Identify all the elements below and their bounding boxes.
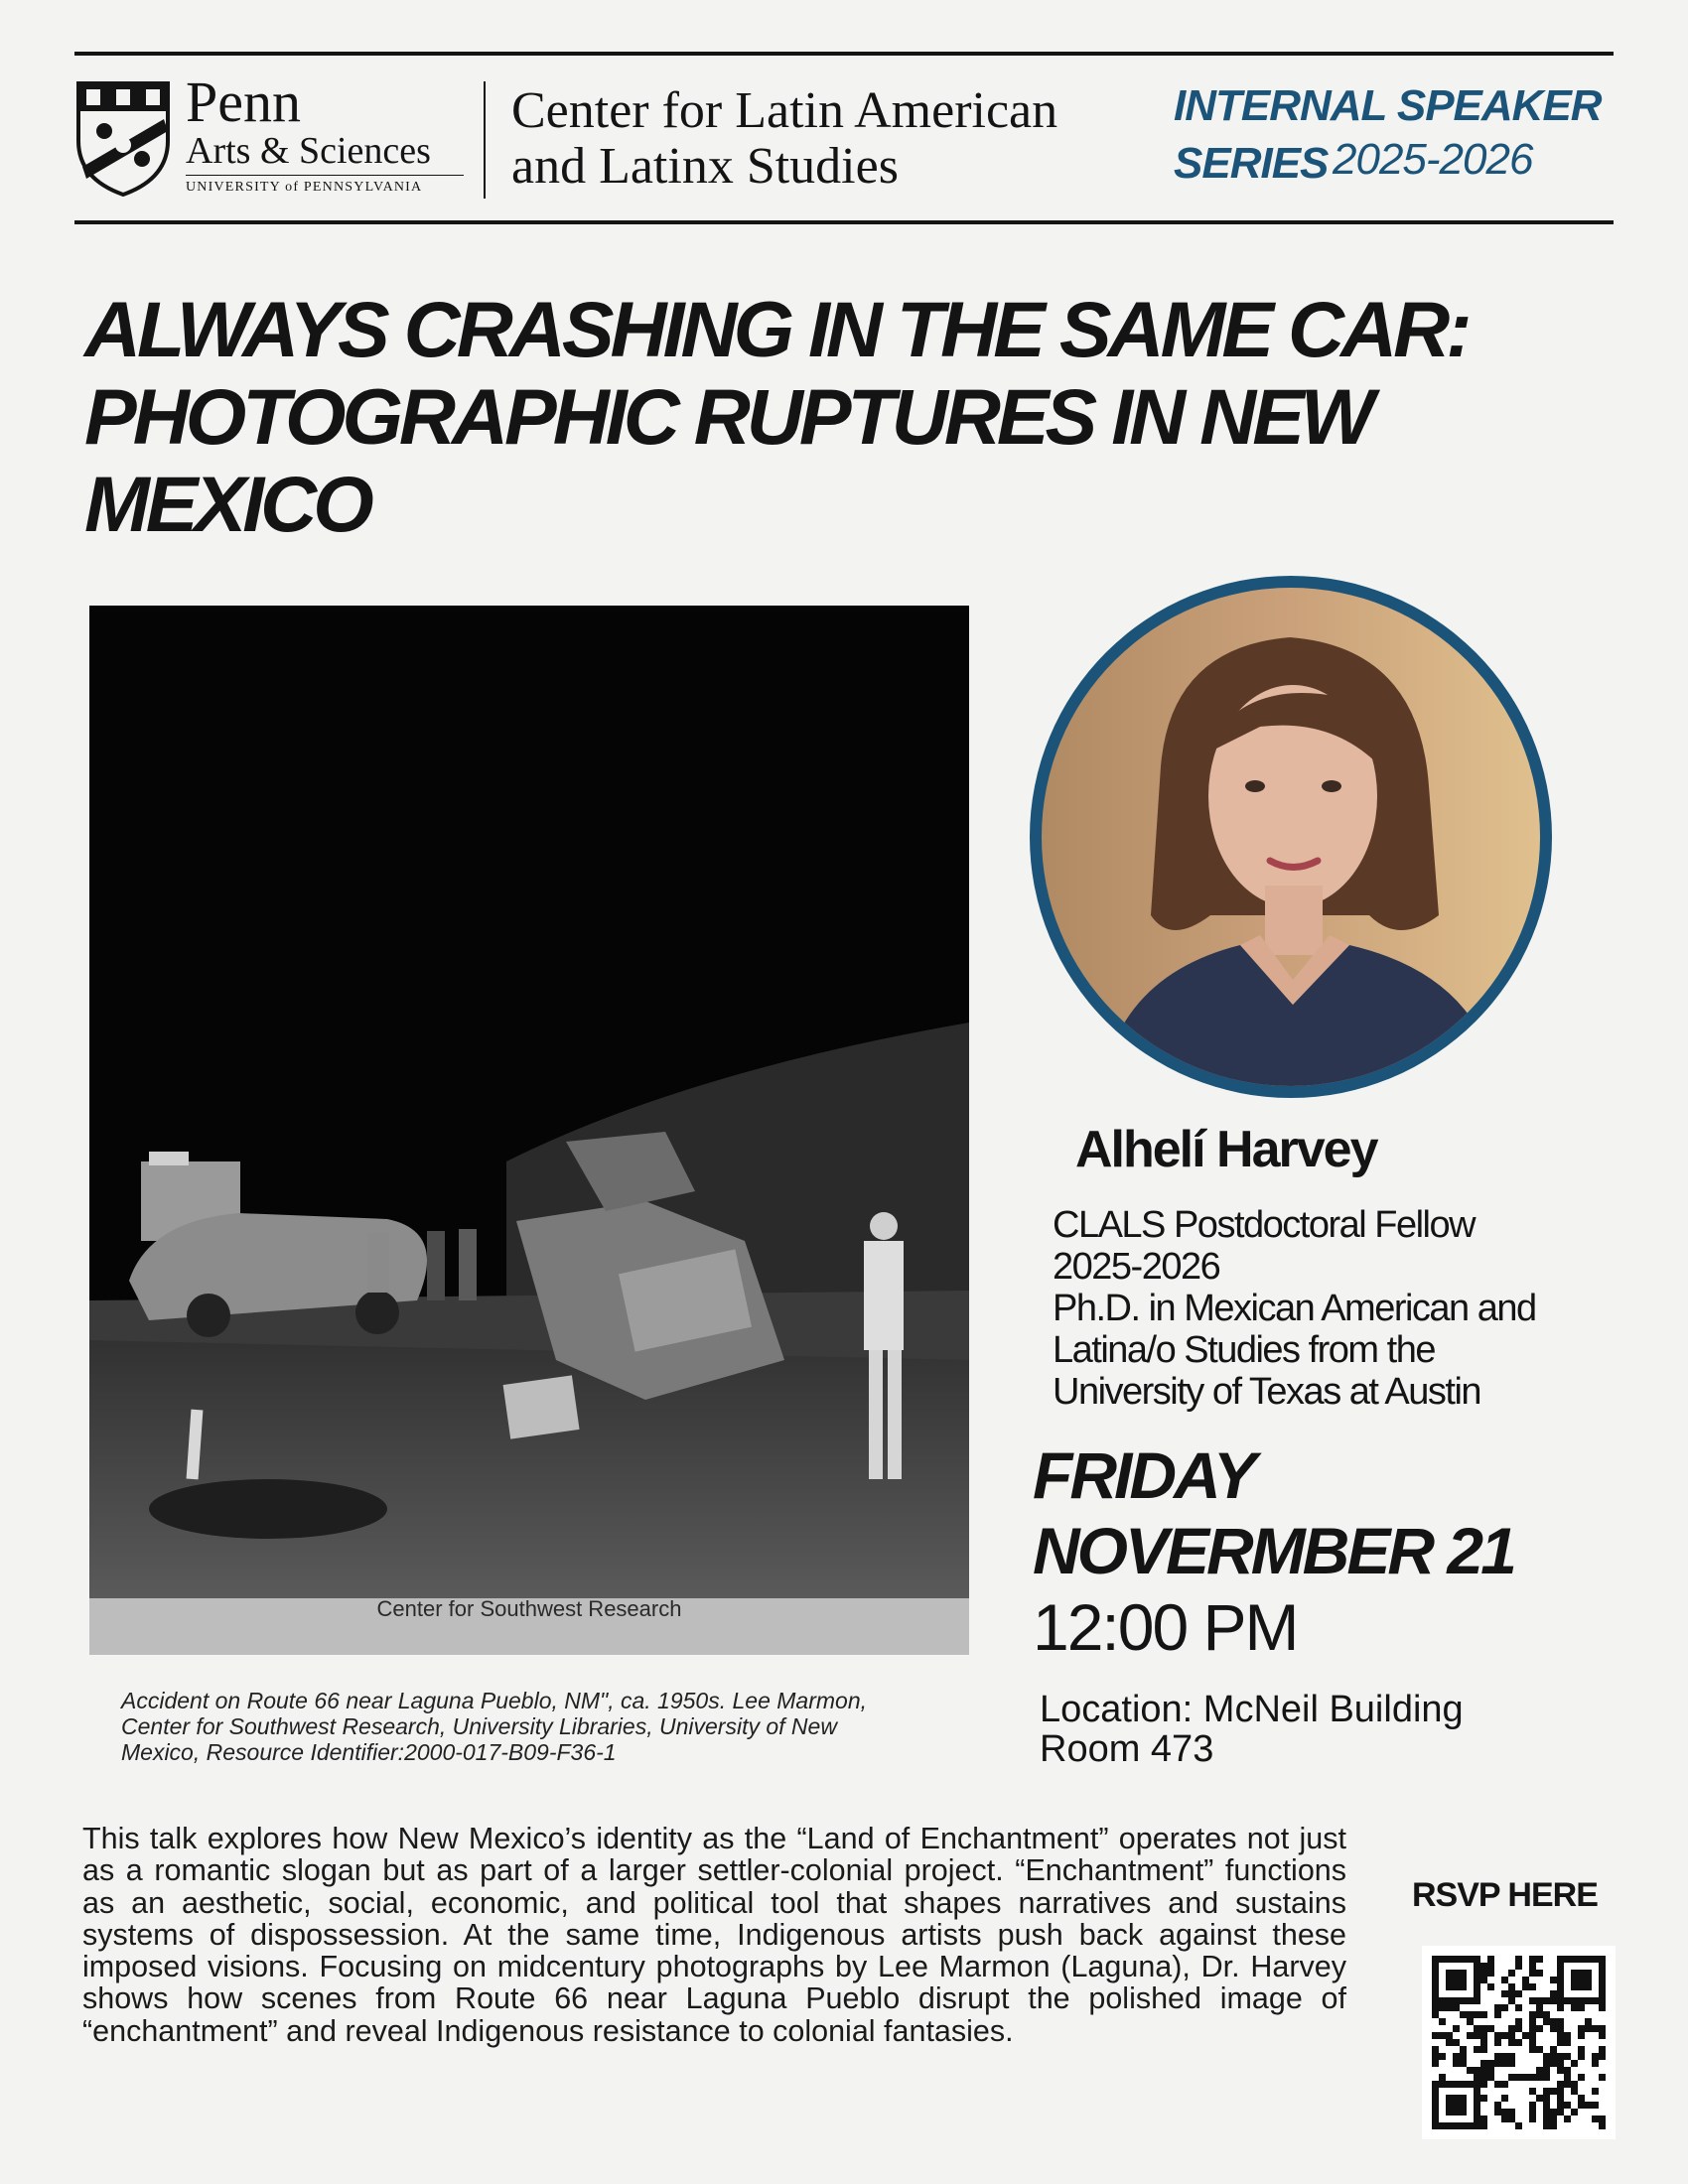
speaker-photo-image bbox=[1042, 588, 1540, 1086]
rsvp-qr-code[interactable] bbox=[1422, 1946, 1616, 2139]
series-years: 2025-2026 bbox=[1333, 135, 1533, 184]
speaker-portrait-frame bbox=[1030, 576, 1552, 1098]
photo-caption: Accident on Route 66 near Laguna Pueblo, NM", ca. 1950s. Lee Marmon, Center for Southwest Research, University Libraries, University of New Mexico, Resource Identifier:2000-017-B09-F36-1 bbox=[121, 1688, 868, 1765]
speaker-bio bbox=[1053, 1204, 1648, 1413]
speaker-bio-line: Latina/o Studies from the bbox=[1053, 1329, 1435, 1371]
speaker-bio-line: CLALS Postdoctoral Fellow bbox=[1053, 1204, 1476, 1246]
event-date: NOVERMBER 21 bbox=[1033, 1514, 1514, 1587]
archival-photo bbox=[89, 606, 969, 1655]
logo-penn-text: Penn bbox=[186, 69, 301, 134]
speaker-bio-line: Ph.D. in Mexican American and bbox=[1053, 1288, 1536, 1329]
top-rule bbox=[74, 52, 1614, 56]
speaker-bio-line: University of Texas at Austin bbox=[1053, 1371, 1481, 1413]
speaker-name: Alhelí Harvey bbox=[1075, 1121, 1377, 1178]
qr-code-icon bbox=[1422, 1946, 1616, 2139]
event-title: ALWAYS CRASHING IN THE SAME CAR: PHOTOGRAPHIC RUPTURES IN NEW MEXICO bbox=[84, 285, 1469, 548]
center-name-line-2: and Latinx Studies bbox=[511, 138, 899, 195]
penn-shield-icon bbox=[74, 79, 172, 197]
location-room: Room 473 bbox=[1040, 1728, 1214, 1770]
center-name-line-1: Center for Latin American bbox=[511, 82, 1058, 139]
location-building: Location: McNeil Building bbox=[1040, 1689, 1464, 1730]
event-time: 12:00 PM bbox=[1033, 1590, 1298, 1664]
logo-arts-sciences-text: Arts & Sciences bbox=[186, 130, 431, 172]
penn-arts-sciences-logo bbox=[74, 69, 472, 202]
header-divider bbox=[484, 81, 486, 199]
series-name: INTERNAL SPEAKER SERIES bbox=[1174, 81, 1602, 188]
header-bottom-rule bbox=[74, 220, 1614, 224]
logo-university-text: UNIVERSITY of PENNSYLVANIA bbox=[186, 180, 423, 195]
rsvp-label: RSVP HERE bbox=[1412, 1876, 1598, 1914]
speaker-portrait bbox=[1042, 588, 1540, 1086]
event-location bbox=[1040, 1690, 1596, 1769]
talk-abstract: This talk explores how New Mexico’s identity as the “Land of Enchantment” operates not just as a romantic slogan but as part of a larger settler-colonial project. “Enchantment” functions as an aesthetic, social, economic, and political tool that shapes narratives and sustains systems of dispossession. At the same time, Indigenous artists push back against these imposed visions. Focusing on midcentury photographs by Lee Marmon (Laguna), Dr. Harvey shows how scenes from Route 66 near Laguna Pueblo disrupt the polished image of “enchantment” and reveal Indigenous resistance to colonial fantasies. bbox=[82, 1822, 1346, 2048]
photo-credit: Center for Southwest Research bbox=[376, 1596, 682, 1621]
logo-underline bbox=[186, 175, 464, 176]
speaker-bio-line: 2025-2026 bbox=[1053, 1246, 1220, 1288]
center-name bbox=[511, 83, 1127, 195]
car-accident-photo-image bbox=[89, 606, 969, 1598]
event-day: FRIDAY bbox=[1033, 1438, 1254, 1512]
